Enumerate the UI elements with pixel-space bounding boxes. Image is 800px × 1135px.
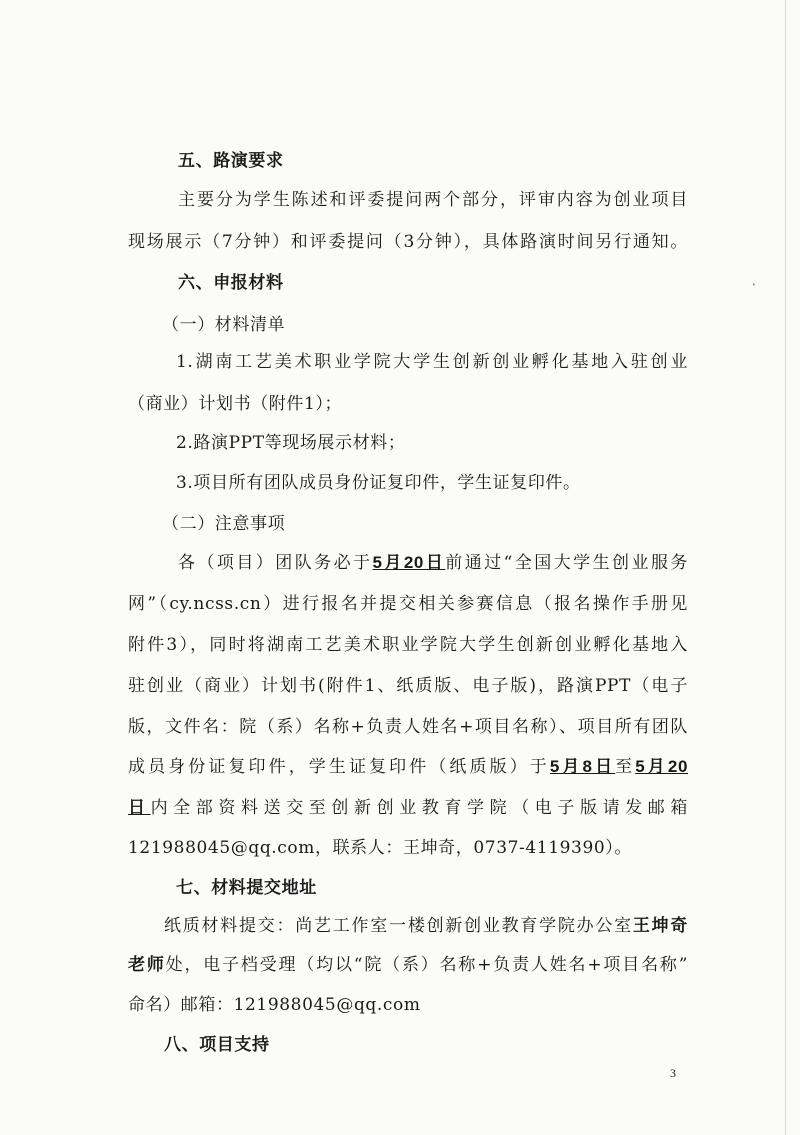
paragraph-line: 现场展示（7分钟）和评委提问（3分钟），具体路演时间另行通知。 xyxy=(128,232,688,252)
section-heading-5: 五、路演要求 xyxy=(178,151,284,171)
page-number: 3 xyxy=(670,1066,676,1080)
contact-title: 老师 xyxy=(128,955,166,975)
paragraph-text: 成员身份证复印件，学生证复印件（纸质版）于 xyxy=(128,757,550,777)
paragraph-line xyxy=(128,953,688,977)
page-edge-divider xyxy=(785,0,786,1135)
list-item: 2.路演PPT等现场展示材料； xyxy=(176,433,406,453)
paragraph-line: 网”（cy.ncss.cn）进行报名并提交相关参赛信息（报名操作手册见 xyxy=(128,594,688,614)
paragraph-line xyxy=(164,914,688,938)
end-date-suffix: 日 xyxy=(128,798,151,817)
paragraph-text: 纸质材料提交：尚艺工作室一楼创新创业教育学院办公室 xyxy=(164,916,633,936)
paragraph-text: 处，电子档受理（均以“院（系）名称+负责人姓名+项目名称” xyxy=(165,955,688,975)
end-date: 5月20 xyxy=(635,757,689,776)
deadline-date: 5月20日 xyxy=(372,553,446,572)
paragraph-line: 驻创业（商业）计划书(附件1、纸质版、电子版)，路演PPT（电子 xyxy=(128,676,688,696)
paragraph-line: 附件3），同时将湖南工艺美术职业学院大学生创新创业孵化基地入 xyxy=(128,635,688,655)
section-heading-6: 六、申报材料 xyxy=(178,273,284,293)
section-heading-8: 八、项目支持 xyxy=(164,1035,270,1055)
paragraph-text: 各（项目）团队务必于 xyxy=(178,553,373,573)
contact-name: 王坤奇 xyxy=(632,916,689,936)
paragraph-text: 内全部资料送交至创新创业教育学院（电子版请发邮箱 xyxy=(150,798,688,818)
paragraph-text: 前通过“全国大学生创业服务 xyxy=(445,553,688,573)
contact-line: 121988045@qq.com，联系人：王坤奇，0737-4119390）。 xyxy=(128,838,633,858)
start-date: 5月8日 xyxy=(549,757,616,776)
list-item: 3.项目所有团队成员身份证复印件，学生证复印件。 xyxy=(176,473,581,493)
paragraph-line: 主要分为学生陈述和评委提问两个部分，评审内容为创业项目 xyxy=(178,190,688,210)
email-line: 命名）邮箱：121988045@qq.com xyxy=(128,995,421,1015)
subsection-heading: （二）注意事项 xyxy=(162,514,286,534)
subsection-heading: （一）材料清单 xyxy=(162,315,286,335)
paragraph-line xyxy=(178,551,688,575)
list-item-continuation: （商业）计划书（附件1）； xyxy=(128,394,343,414)
paragraph-line: 版，文件名：院（系）名称+负责人姓名+项目名称）、项目所有团队 xyxy=(128,717,688,737)
scan-speck: • xyxy=(752,282,756,289)
paragraph-line xyxy=(128,796,688,820)
paragraph-line xyxy=(128,755,688,779)
section-heading-7: 七、材料提交地址 xyxy=(176,878,317,898)
paragraph-text: 至 xyxy=(615,757,636,777)
list-item: 1.湖南工艺美术职业学院大学生创新创业孵化基地入驻创业 xyxy=(176,352,688,372)
